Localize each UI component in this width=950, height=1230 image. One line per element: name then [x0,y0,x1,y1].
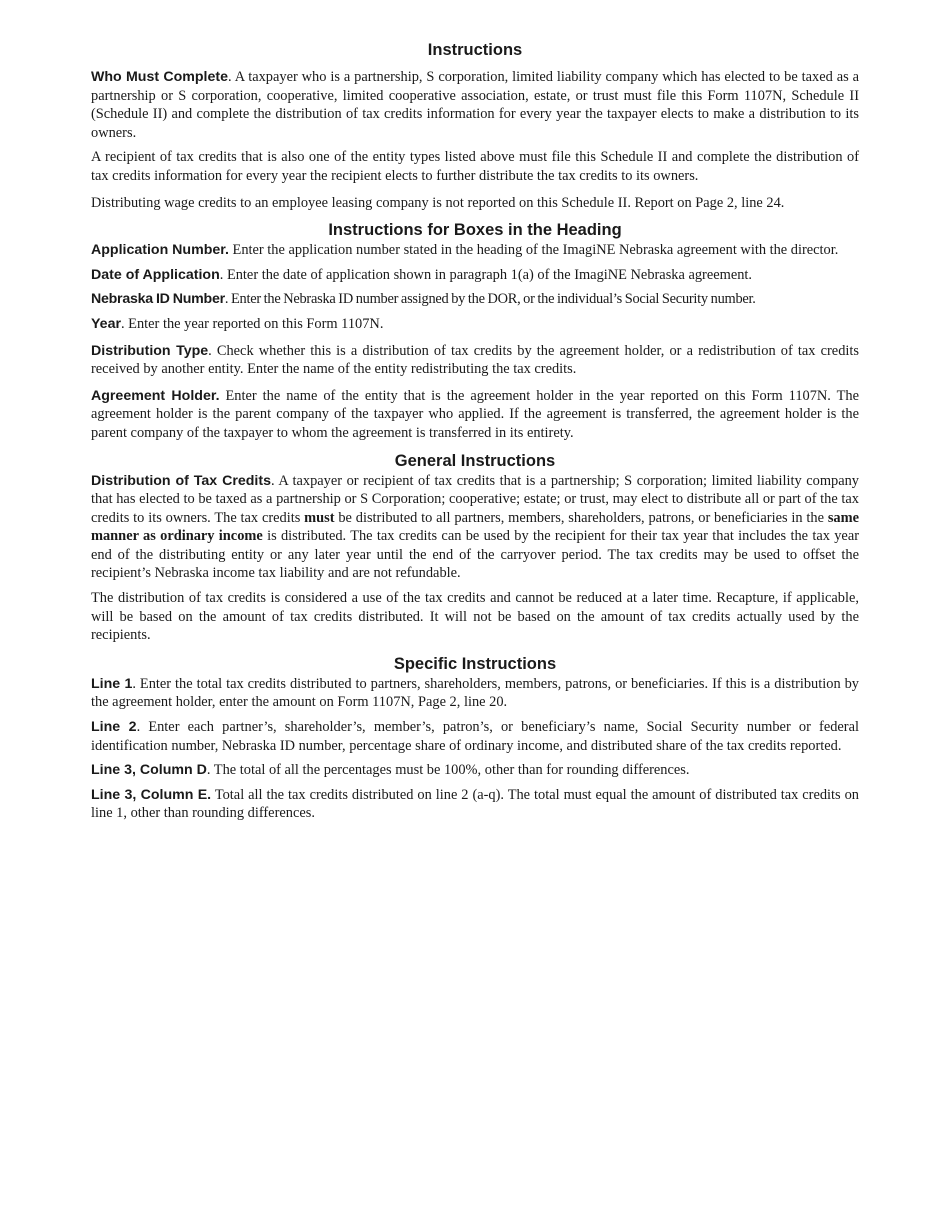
year-paragraph [91,315,859,334]
distribution-label: Distribution of Tax Credits [91,472,271,489]
line-3d-text: . The total of all the percentages must be 100%, other than for rounding differences. [206,762,690,779]
who-must-complete-label: Who Must Complete [91,69,228,85]
distribution-paragraph [91,472,859,584]
recipient-paragraph: A recipient of tax credits that is also one of the entity types listed above must file this Schedule II and complete the distribution of tax credits information for every year the recipient elects to further distribute the tax credits to its owners. [91,149,859,184]
year-text: . Enter the year reported on this Form 1107N. [120,315,384,332]
distribution-text-1: . A taxpayer or recipient of tax credits that is a partnership; S corporation; limited liability company that has elected to be taxed as a partnership or S Corporation; cooperative; estate; or trust, may elect to distribute all or part of the tax credits to its owners. The tax credits [91,472,859,526]
line-1-paragraph [91,675,859,712]
must-emphasis: must [304,509,335,526]
year-label: Year [91,315,121,332]
line-2-label: Line 2 [91,719,137,736]
same-manner-emphasis: same manner as ordinary income [91,509,859,545]
general-heading: General Instructions [394,451,556,470]
nebraska-id-paragraph [91,290,859,309]
distribution-type-text: . Check whether this is a distribution of tax credits by the agreement holder, or a redistribution of tax credits received by another entity. Enter the name of the entity redistributing the tax credits. [91,342,859,378]
agreement-holder-paragraph [91,387,859,443]
application-number-text: Enter the application number stated in the heading of the ImagiNE Nebraska agreement with the director. [228,242,839,259]
who-must-complete-text: . A taxpayer who is a partnership, S corporation, limited liability company which has elected to be taxed as a partnership or S corporation, cooperative, limited cooperative association, estate, or trust must file this Form 1107N, Schedule II (Schedule II) and complete the distribution of tax credits information for every year the taxpayer elects to make a distribution to its owners. [91,69,859,141]
boxes-heading: Instructions for Boxes in the Heading [328,221,622,240]
who-must-complete-paragraph [91,68,859,142]
application-number-paragraph [91,241,859,260]
nebraska-id-label: Nebraska ID Number [91,291,225,308]
line-3d-label: Line 3, Column D [91,762,207,779]
specific-heading: Specific Instructions [393,654,557,673]
application-number-label: Application Number. [91,242,229,259]
nebraska-id-text: . Enter the Nebraska ID number assigned by the DOR, or the individual’s Social Security number. [224,291,756,308]
date-of-application-text: . Enter the date of application shown in paragraph 1(a) of the ImagiNE Nebraska agreement. [219,266,752,283]
line-1-text: . Enter the total tax credits distributed to partners, shareholders, members, patrons, or beneficiaries. If this is a distribution by the agreement holder, enter the amount on Form 1107N, Page 2, line 20. [91,675,859,711]
instructions-page [91,40,859,823]
line-2-text: . Enter each partner’s, shareholder’s, member’s, patron’s, or beneficiary’s name, Social Security number or federal identification number, Nebraska ID number, percentage share of ordinary income, and distributed share of the tax credits reported. [91,719,859,754]
date-of-application-paragraph [91,266,859,285]
agreement-holder-text: Enter the name of the entity that is the agreement holder in the year reported on this Form 1107N. The agreement holder is the parent company of the taxpayer who applied. If the agreement is transferred, the agreement holder is the parent company of the taxpayer to whom the agreement is transferred in its entirety. [91,387,859,441]
line-3e-label: Line 3, Column E. [91,786,212,803]
use-of-credits-paragraph: The distribution of tax credits is considered a use of the tax credits and cannot be reduced at a later time. Recapture, if applicable, will be based on the amount of tax credits distributed. It will not be based on the amount of tax credits actually used by the recipients. [91,590,859,644]
distribution-text-3: is distributed. The tax credits can be used by the recipient for their tax year that includes the tax year end of the distributing entity or any later year until the end of the carryover period. The tax credits may be used to offset the recipient’s Nebraska income tax liability and are not refundable. [91,528,859,582]
line-2-paragraph [91,718,859,755]
distribution-type-paragraph [91,342,859,379]
line-3e-paragraph [91,786,859,823]
date-of-application-label: Date of Application [91,266,220,283]
distribution-text-2: be distributed to all partners, members, shareholders, patrons, or beneficiaries in the [334,509,828,526]
line-3e-text: Total all the tax credits distributed on line 2 (a-q). The total must equal the amount of distributed tax credits on line 1, other than rounding differences. [91,786,860,822]
wage-credits-paragraph: Distributing wage credits to an employee leasing company is not reported on this Schedule II. Report on Page 2, line 24. [91,194,785,211]
distribution-type-label: Distribution Type [91,342,209,359]
line-1-label: Line 1 [91,675,133,692]
line-3d-paragraph [91,761,859,780]
agreement-holder-label: Agreement Holder. [91,387,220,404]
instructions-heading: Instructions [427,41,523,59]
